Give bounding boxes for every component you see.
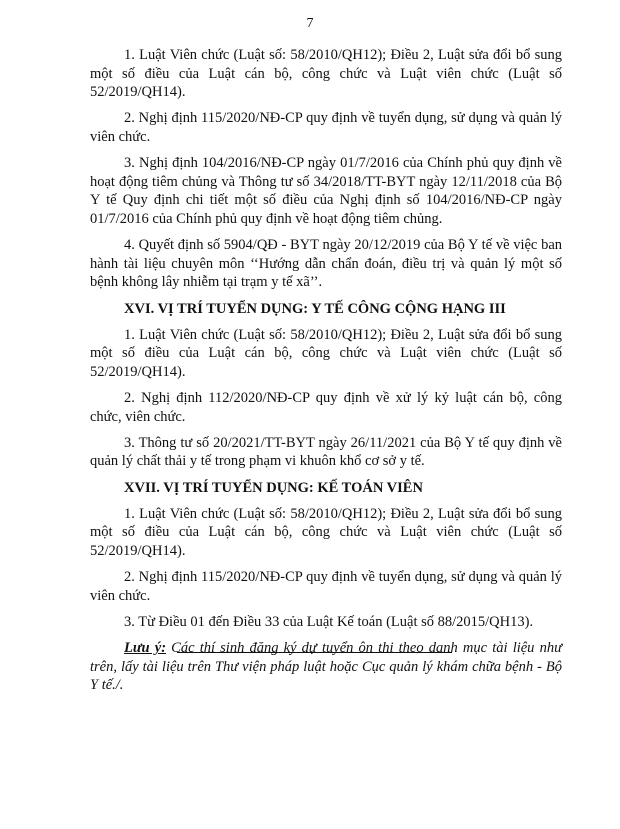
paragraph-law-civil-servants: 1. Luật Viên chức (Luật số: 58/2010/QH12); Điều 2, Luật sửa đổi bổ sung một số điều của Luật cán bộ, công chức và Luật viên chức (Luật số 52/2019/QH14).	[90, 47, 562, 101]
section-heading-xvi: XVI. VỊ TRÍ TUYỂN DỤNG: Y TẾ CÔNG CỘNG HẠNG III	[124, 300, 506, 317]
section-xvii-item: 3. Từ Điều 01 đến Điều 33 của Luật Kế toán (Luật số 88/2015/QH13).	[124, 613, 534, 630]
note-paragraph	[90, 639, 562, 695]
section-xvii-item: 2. Nghị định 115/2020/NĐ-CP quy định về tuyển dụng, sử dụng và quản lý viên chức.	[90, 569, 562, 604]
document-body	[90, 46, 562, 703]
page-number: 7	[306, 16, 314, 31]
section-heading-xvii: XVII. VỊ TRÍ TUYỂN DỤNG: KẾ TOÁN VIÊN	[124, 479, 423, 496]
closing-divider	[177, 652, 452, 653]
note-label: Lưu ý:	[124, 640, 167, 657]
section-xvii-item: 1. Luật Viên chức (Luật số: 58/2010/QH12); Điều 2, Luật sửa đổi bổ sung một số điều của Luật cán bộ, công chức và Luật viên chức (Luật số 52/2019/QH14).	[90, 505, 562, 559]
section-xvi-item: 2. Nghị định 112/2020/NĐ-CP quy định về xử lý kỷ luật cán bộ, công chức, viên chức.	[90, 390, 562, 425]
note-text: Các thí sinh đăng ký dự tuyển ôn thi theo danh mục tài liệu như trên, lấy tài liệu trên Thư viện pháp luật hoặc Cục quản lý khám chữa bệnh - Bộ Y tế./.	[90, 640, 562, 694]
section-xvi-item: 3. Thông tư số 20/2021/TT-BYT ngày 26/11/2021 của Bộ Y tế quy định về quản lý chất thải y tế trong phạm vi khuôn khổ cơ sở y tế.	[90, 434, 562, 470]
paragraph-decree-104: 3. Nghị định 104/2016/NĐ-CP ngày 01/7/2016 của Chính phủ quy định về hoạt động tiêm chủng và Thông tư số 34/2018/TT-BYT ngày 12/11/2018 của Bộ Y tế Quy định chi tiết một số điều của Nghị định số 104/2016/NĐ-CP ngày 01/7/2016 của Chính phủ quy định về hoạt động tiêm chủng.	[90, 155, 562, 227]
paragraph-decree-115: 2. Nghị định 115/2020/NĐ-CP quy định về tuyển dụng, sử dụng và quản lý viên chức.	[90, 110, 562, 145]
paragraph-decision-5904: 4. Quyết định số 5904/QĐ - BYT ngày 20/12/2019 của Bộ Y tế về việc ban hành tài liệu chuyên môn ‘‘Hướng dẫn chẩn đoán, điều trị và quản lý một số bệnh không lây nhiễm tại trạm y tế xã’’.	[90, 237, 562, 291]
section-xvi-item: 1. Luật Viên chức (Luật số: 58/2010/QH12); Điều 2, Luật sửa đổi bổ sung một số điều của Luật cán bộ, công chức và Luật viên chức (Luật số 52/2019/QH14).	[90, 326, 562, 380]
